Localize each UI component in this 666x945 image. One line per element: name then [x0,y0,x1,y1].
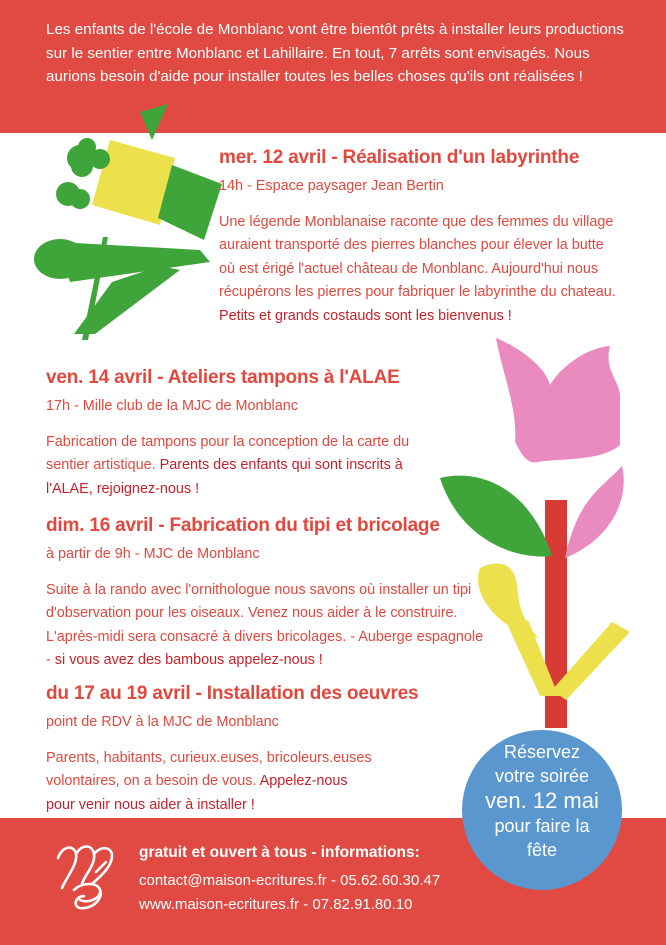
collage-left-shapes [34,104,222,340]
intro-text: Les enfants de l'école de Monblanc vont être bientôt prêts à installer leurs productions sur le sentier entre Monblanc et Lahillaire. En tout, 7 arrêts sont envisagés. Nous aurions besoin d'aide pour installer toutes les belles choses qu'ils ont réalisées ! [46,21,624,85]
reserve-line: pour faire la [494,816,590,836]
event-desc-highlight: Parents des enfants qui sont inscrits à l'ALAE, rejoignez-nous ! [46,457,403,497]
event-meta: point de RDV à la MJC de Monblanc [46,714,279,730]
event-desc-text: Suite à la rando avec l'ornithologue nous savons où installer un tipi d'observation pour les oiseaux. Venez nous aider à le construire. L'après-midi sera consacré à divers bricolages. - Auberge espagnole - [46,582,484,669]
event-description [219,211,619,328]
event-description [46,747,376,817]
reserve-badge [462,730,622,890]
event-description [46,579,486,673]
event-title: mer. 12 avril - Réalisation d'un labyrinthe [219,147,580,168]
event-meta: à partir de 9h - MJC de Monblanc [46,546,260,562]
event-desc-text: Fabrication de tampons pour la conception de la carte du sentier artistique. [46,434,410,474]
event-title: dim. 16 avril - Fabrication du tipi et bricolage [46,515,440,536]
reserve-line: fête [526,840,558,860]
event-desc-text: Parents, habitants, curieux.euses, bricoleurs.euses volontaires, on a besoin de vous. [46,750,372,790]
event-title: ven. 14 avril - Ateliers tampons à l'ALAE [46,367,400,388]
event-meta: 17h - Mille club de la MJC de Monblanc [46,398,298,414]
flower-petals [496,338,620,462]
event-block [46,681,466,817]
contact-info[interactable]: contact@maison-ecritures.fr - 05.62.60.30.47 [139,872,441,889]
website-info[interactable]: www.maison-ecritures.fr - 07.82.91.80.10 [139,896,413,913]
maison-ecritures-logo-icon [52,838,124,918]
footer-heading: gratuit et ouvert à tous - informations: [139,844,420,861]
event-desc-text: Une légende Monblanaise raconte que des femmes du village auraient transporté des pierres blanches pour élever la butte où est érigé l'actuel château de Monblanc. Aujourd'hui nous récupérons les pierres pour fabriquer le labyrinthe du chateau. [219,214,616,301]
event-desc-highlight: si vous avez des bambous appelez-nous ! [54,652,323,669]
event-block [46,513,486,673]
event-desc-highlight: Petits et grands costauds sont les bienvenus ! [219,307,512,324]
pink-leaf-right [565,466,624,558]
reserve-line: votre soirée [494,766,590,786]
event-meta: 14h - Espace paysager Jean Bertin [219,178,444,194]
event-title: du 17 au 19 avril - Installation des oeuvres [46,683,419,704]
event-desc-highlight: Appelez-nous pour venir nous aider à installer ! [46,773,348,813]
event-description [46,431,451,501]
reserve-line: Réservez [503,742,581,762]
event-block [219,145,619,328]
event-block [46,365,451,501]
green-leaf-shape [140,104,168,140]
reserve-date: ven. 12 mai [485,788,599,813]
